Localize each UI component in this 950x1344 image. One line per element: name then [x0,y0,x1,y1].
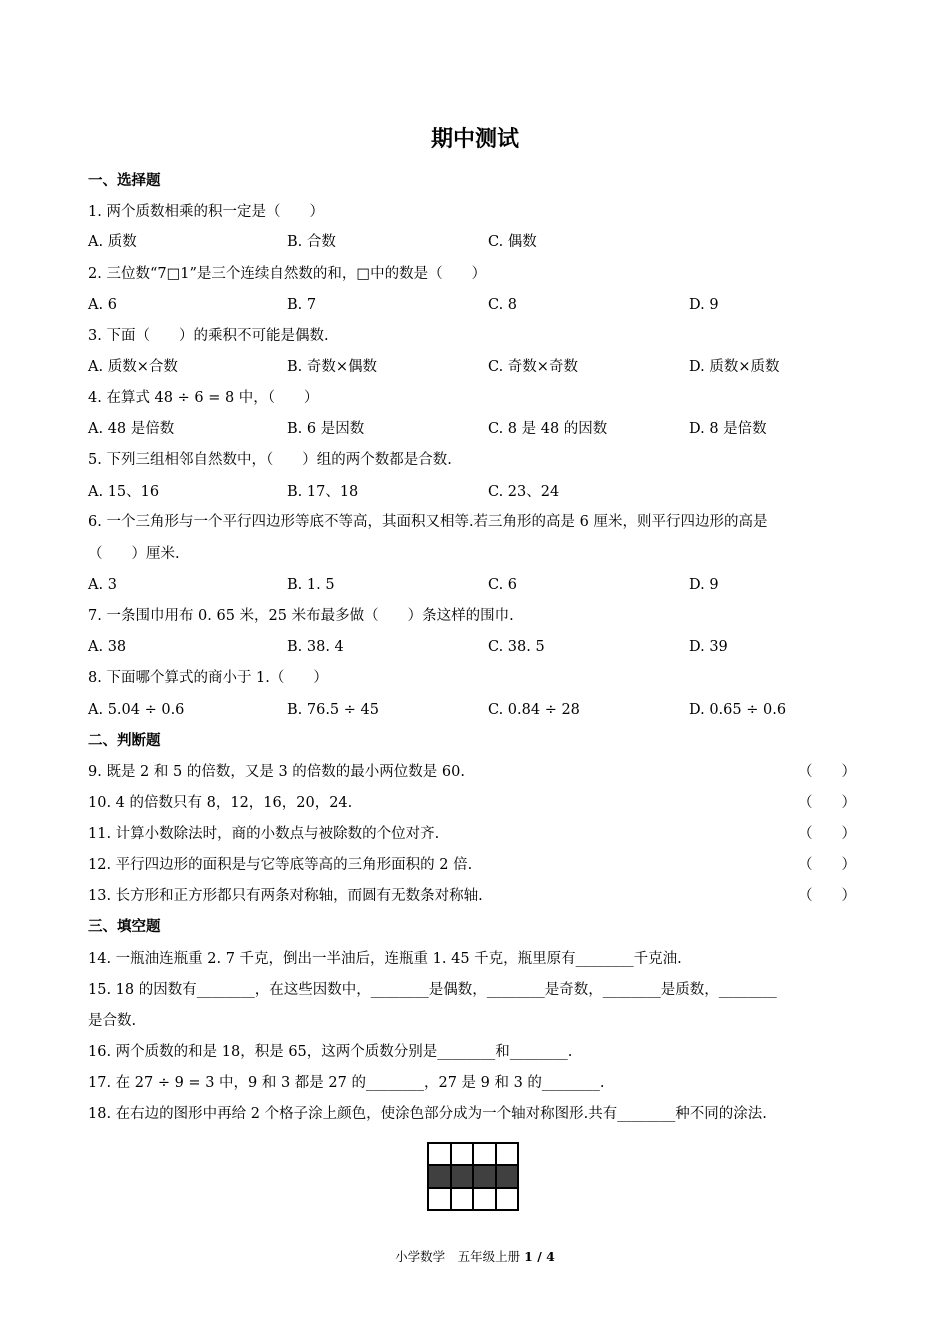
q3-option-c: C. 奇数×奇数 [488,359,578,375]
q1-option-b: B. 合数 [287,234,336,250]
q4-option-c: C. 8 是 48 的因数 [488,421,608,437]
answer-paren-9: （ ） [798,764,856,780]
question-15-line-2: 是合数. [88,1013,137,1029]
section-heading-fill: 三、填空题 [88,919,161,935]
section-heading-judge: 二、判断题 [88,733,161,749]
q7-option-a: A. 38 [88,639,127,655]
symmetry-grid-figure [427,1142,519,1211]
question-2: 2. 三位数“7□1”是三个连续自然数的和，□中的数是（ ） [88,266,487,282]
question-1: 1. 两个质数相乘的积一定是（ ） [88,204,324,220]
q7-option-d: D. 39 [689,639,728,655]
grid-cell [428,1143,451,1165]
question-13: 13. 长方形和正方形都只有两条对称轴，而圆有无数条对称轴. [88,888,483,904]
page-footer [0,1247,950,1265]
q4-option-b: B. 6 是因数 [287,421,365,437]
q8-option-a: A. 5.04 ÷ 0.6 [88,702,185,718]
question-6-line-2: （ ）厘米. [88,546,180,562]
grid-cell [496,1143,519,1165]
question-5: 5. 下列三组相邻自然数中，（ ）组的两个数都是合数. [88,452,452,468]
answer-paren-11: （ ） [798,826,856,842]
q3-option-b: B. 奇数×偶数 [287,359,378,375]
q3-option-d: D. 质数×质数 [689,359,780,375]
grid-cell [451,1143,474,1165]
question-7: 7. 一条围巾用布 0. 65 米，25 米布最多做（ ）条这样的围巾. [88,608,514,624]
question-14: 14. 一瓶油连瓶重 2. 7 千克，倒出一半油后，连瓶重 1. 45 千克，瓶里原有________千克油. [88,951,682,967]
grid-cell [496,1188,519,1210]
q7-option-b: B. 38. 4 [287,639,344,655]
answer-paren-10: （ ） [798,795,856,811]
section-heading-choice: 一、选择题 [88,173,161,189]
q6-option-a: A. 3 [88,577,117,593]
q8-option-c: C. 0.84 ÷ 28 [488,702,580,718]
page-title: 期中测试 [430,127,519,152]
question-10: 10. 4 的倍数只有 8，12，16，20，24. [88,795,353,811]
question-12: 12. 平行四边形的面积是与它等底等高的三角形面积的 2 倍. [88,857,473,873]
q4-option-a: A. 48 是倍数 [88,421,175,437]
q8-option-b: B. 76.5 ÷ 45 [287,702,379,718]
question-11: 11. 计算小数除法时，商的小数点与被除数的个位对齐. [88,826,440,842]
grid-cell-filled [428,1165,451,1187]
question-16: 16. 两个质数的和是 18，积是 65，这两个质数分别是________和________. [88,1044,573,1060]
footer-text: 小学数学 五年级上册 [395,1249,525,1264]
q5-option-b: B. 17、18 [287,484,359,500]
q6-option-d: D. 9 [689,577,719,593]
q1-option-c: C. 偶数 [488,234,537,250]
grid-cell-filled [473,1165,496,1187]
page-number: 1 / 4 [524,1249,555,1264]
question-3: 3. 下面（ ）的乘积不可能是偶数. [88,328,329,344]
q2-option-d: D. 9 [689,297,719,313]
q6-option-c: C. 6 [488,577,518,593]
q4-option-d: D. 8 是倍数 [689,421,767,437]
question-8: 8. 下面哪个算式的商小于 1.（ ） [88,670,328,686]
q2-option-b: B. 7 [287,297,317,313]
q5-option-c: C. 23、24 [488,484,560,500]
question-18: 18. 在右边的图形中再给 2 个格子涂上颜色，使涂色部分成为一个轴对称图形.共有________种不同的涂法. [88,1106,767,1122]
q8-option-d: D. 0.65 ÷ 0.6 [689,702,787,718]
q7-option-c: C. 38. 5 [488,639,545,655]
q3-option-a: A. 质数×合数 [88,359,178,375]
question-15-line-1: 15. 18 的因数有________，在这些因数中，________是偶数，________是奇数，________是质数，________ [88,982,777,998]
grid-cell-filled [451,1165,474,1187]
q2-option-a: A. 6 [88,297,117,313]
answer-paren-13: （ ） [798,888,856,904]
answer-paren-12: （ ） [798,857,856,873]
q1-option-a: A. 质数 [88,234,137,250]
q5-option-a: A. 15、16 [88,484,160,500]
grid-cell-filled [496,1165,519,1187]
question-6-line-1: 6. 一个三角形与一个平行四边形等底不等高，其面积又相等.若三角形的高是 6 厘米，则平行四边形的高是 [88,514,768,530]
question-17: 17. 在 27 ÷ 9 = 3 中，9 和 3 都是 27 的________，27 是 9 和 3 的________. [88,1075,605,1091]
grid-cell [428,1188,451,1210]
grid-cell [451,1188,474,1210]
q2-option-c: C. 8 [488,297,518,313]
grid-cell [473,1143,496,1165]
question-9: 9. 既是 2 和 5 的倍数，又是 3 的倍数的最小两位数是 60. [88,764,465,780]
question-4: 4. 在算式 48 ÷ 6 = 8 中，（ ） [88,390,319,406]
q6-option-b: B. 1. 5 [287,577,335,593]
grid-cell [473,1188,496,1210]
